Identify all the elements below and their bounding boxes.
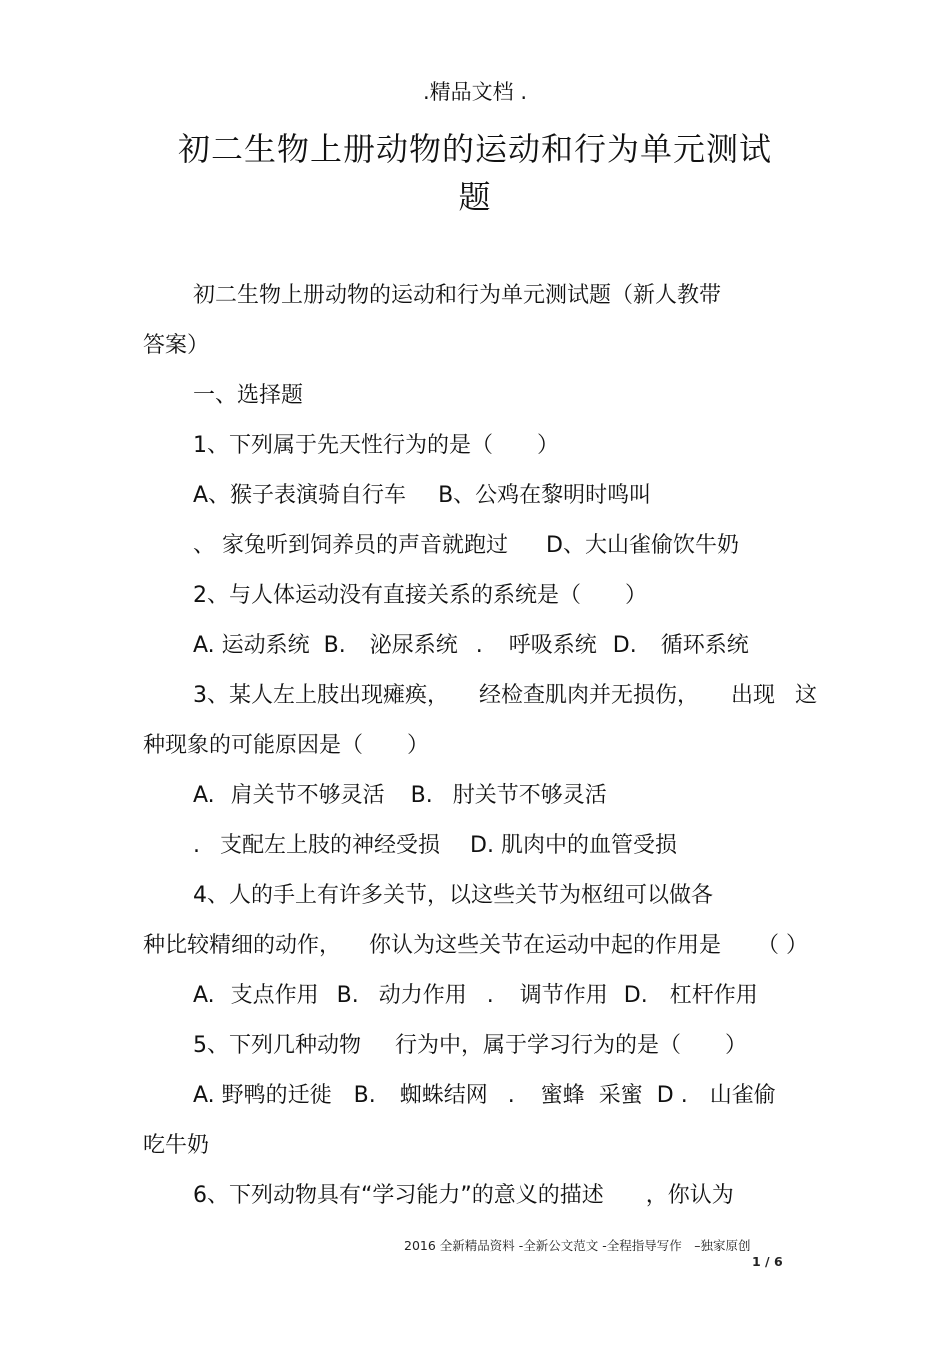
question-5-options-line-2: 吃牛奶 <box>143 1133 210 1158</box>
option-text: 肘关节不够灵活 <box>452 783 607 808</box>
option-text: D. 肌肉中的血管受损 <box>470 833 677 858</box>
question-4-stem: 4、人的手上有许多关节，以这些关节为枢纽可以做各 <box>193 883 713 908</box>
question-3-stem-line-2: 种现象的可能原因是（ ） <box>143 733 430 758</box>
question-3-options-row-2 <box>193 828 677 859</box>
option-text: B. <box>353 1083 376 1108</box>
stem-text: 经检查肌肉并无损伤， <box>479 683 700 708</box>
page-header: .精品文档 . <box>422 80 528 104</box>
page-number: 1 / 6 <box>752 1254 783 1269</box>
option-text: 采蜜 <box>598 1083 643 1108</box>
option-text: 动力作用 <box>378 983 467 1008</box>
option-b: B、公鸡在黎明时鸣叫 <box>438 483 652 508</box>
option-text: 蜘蛛结网 <box>399 1083 488 1108</box>
stem-text: ，你认为 <box>645 1183 734 1208</box>
document-title-line-2: 题 <box>458 178 492 216</box>
option-text: 泌尿系统 <box>369 633 458 658</box>
option-a: A、猴子表演骑自行车 <box>193 483 407 508</box>
question-1-options-row-2 <box>193 528 739 559</box>
question-3-options-row-1 <box>193 778 607 809</box>
question-3-stem <box>193 678 817 709</box>
stem-text: 出现 <box>731 683 776 708</box>
option-text: . <box>475 633 483 658</box>
option-c: 、 家兔听到饲养员的声音就跑过 <box>193 533 508 558</box>
option-text: . <box>193 833 200 858</box>
intro-line-1: 初二生物上册动物的运动和行为单元测试题（新人教带 <box>193 283 722 308</box>
option-text: A. 野鸭的迁徙 <box>193 1083 332 1108</box>
section-heading: 一、选择题 <box>193 383 304 408</box>
question-1-options-row-1 <box>193 478 651 509</box>
option-text: . <box>507 1083 515 1108</box>
question-5-stem <box>193 1028 747 1059</box>
option-text: A. 运动系统 <box>193 633 310 658</box>
stem-text: 3、某人左上肢出现瘫痪， <box>193 683 449 708</box>
question-2-stem: 2、与人体运动没有直接关系的系统是（ ） <box>193 583 647 608</box>
option-text: 肩关节不够灵活 <box>230 783 385 808</box>
stem-text: 种比较精细的动作， <box>143 933 342 958</box>
option-text: 杠杆作用 <box>669 983 758 1008</box>
option-text: . <box>486 983 494 1008</box>
option-text: A. <box>193 783 215 808</box>
option-text: B. <box>323 633 346 658</box>
stem-text: （ ） <box>757 933 809 958</box>
stem-text: 这 <box>795 683 818 708</box>
option-text: B. <box>410 783 433 808</box>
option-text: D. <box>612 633 637 658</box>
question-2-options <box>193 628 749 659</box>
option-d: D、大山雀偷饮牛奶 <box>546 533 739 558</box>
option-text: 呼吸系统 <box>508 633 597 658</box>
option-text: 循环系统 <box>660 633 749 658</box>
option-text: D. <box>623 983 648 1008</box>
option-text: 支配左上肢的神经受损 <box>220 833 441 858</box>
stem-text: 你认为这些关节在运动中起的作用是 <box>369 933 722 958</box>
option-text: 山雀偷 <box>709 1083 776 1108</box>
stem-text: 行为中，属于学习行为的是（ ） <box>395 1033 748 1058</box>
question-6-stem <box>193 1178 734 1209</box>
document-title-line-1: 初二生物上册动物的运动和行为单元测试 <box>177 130 772 168</box>
option-text: 支点作用 <box>230 983 319 1008</box>
question-5-options <box>193 1078 776 1109</box>
question-1-stem: 1、下列属于先天性行为的是（ ） <box>193 433 559 458</box>
stem-text: 6、下列动物具有“学习能力”的意义的描述 <box>193 1183 604 1208</box>
option-text: 调节作用 <box>519 983 608 1008</box>
option-text: B. <box>336 983 359 1008</box>
intro-line-2: 答案） <box>143 333 210 358</box>
stem-text: 5、下列几种动物 <box>193 1033 361 1058</box>
question-4-stem-line-2 <box>143 928 808 959</box>
option-text: A. <box>193 983 215 1008</box>
page-footer: 2016 全新精品资料 -全新公文范文 -全程指导写作 –独家原创 <box>404 1238 751 1253</box>
option-text: D . <box>656 1083 688 1108</box>
question-4-options <box>193 978 758 1009</box>
option-text: 蜜蜂 <box>540 1083 585 1108</box>
